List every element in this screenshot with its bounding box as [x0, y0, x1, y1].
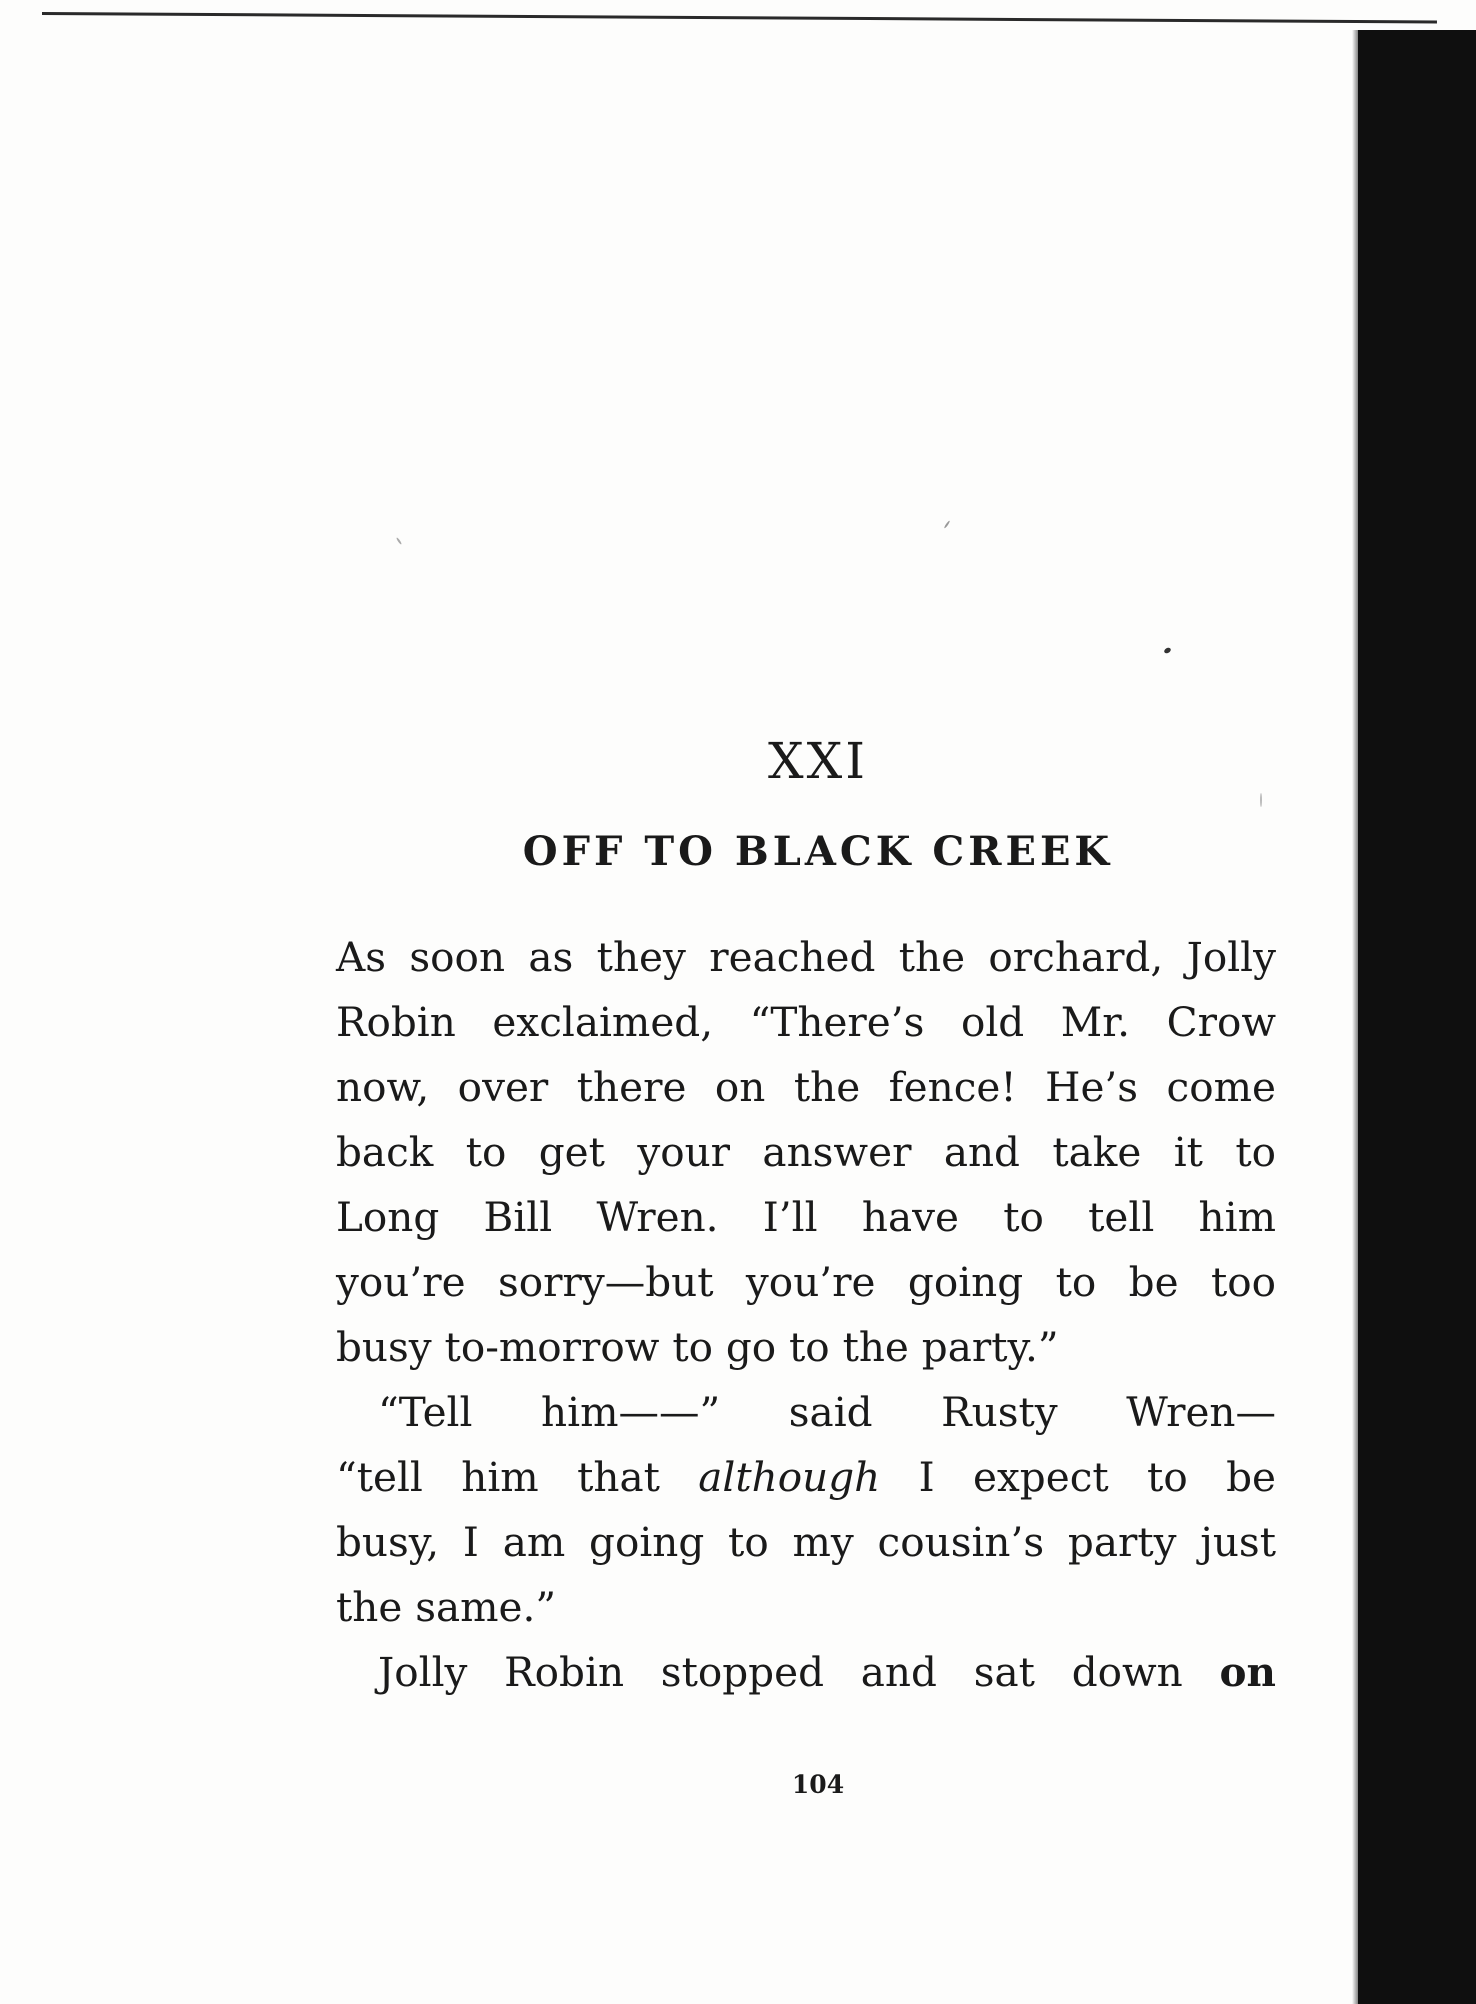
text-line [336, 1640, 1276, 1705]
text-line: back to get your answer and take it to [336, 1128, 1276, 1176]
text-line: busy, I am going to my cousin’s party just [336, 1518, 1276, 1566]
scan-speck [1163, 647, 1172, 655]
bold-word: on [1219, 1648, 1276, 1696]
text-run: “tell him that [336, 1453, 699, 1501]
text-line: “Tell him——” said Rusty Wren— [378, 1388, 1276, 1436]
chapter-number: XXI [768, 732, 868, 790]
scan-speck [1260, 793, 1262, 807]
binding-edge [1358, 30, 1476, 2004]
text-run: I expect to be [880, 1453, 1276, 1501]
text-line: Long Bill Wren. I’ll have to tell him [336, 1193, 1276, 1241]
scan-speck [944, 520, 951, 529]
text-line: now, over there on the fence! He’s come [336, 1063, 1276, 1111]
text-line [336, 1445, 1276, 1510]
emphasis-word: although [698, 1453, 881, 1501]
top-border-line [42, 12, 1437, 24]
text-line: the same.” [336, 1583, 557, 1631]
text-line: busy to-morrow to go to the party.” [336, 1323, 1059, 1371]
page-number: 104 [791, 1770, 845, 1799]
scan-speck [396, 537, 402, 545]
text-run: Jolly Robin stopped and sat down [378, 1648, 1220, 1696]
text-line: As soon as they reached the orchard, Jolly [336, 933, 1276, 981]
text-line: Robin exclaimed, “There’s old Mr. Crow [336, 998, 1276, 1046]
text-line: you’re sorry—but you’re going to be too [336, 1258, 1276, 1306]
chapter-title: OFF TO BLACK CREEK [522, 828, 1114, 875]
chapter-body [336, 925, 1276, 1705]
